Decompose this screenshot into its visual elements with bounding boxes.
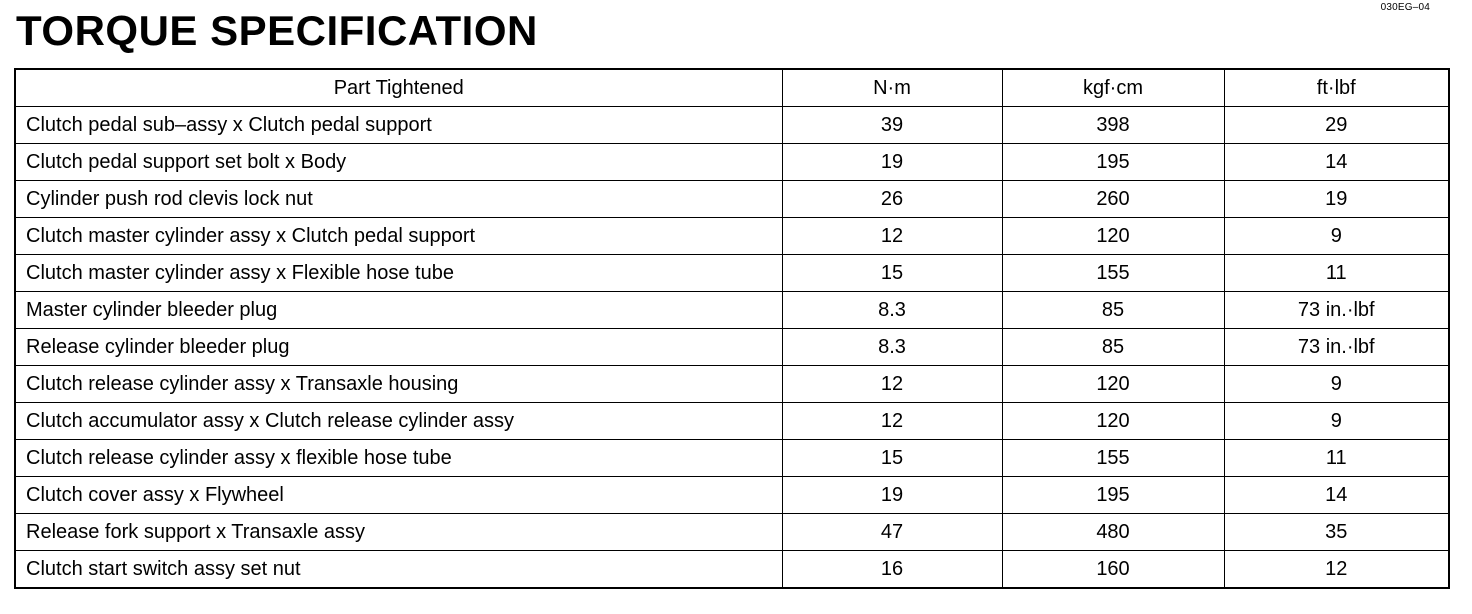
- table-row: [15, 107, 1449, 144]
- header-ftlbf: ft·lbf: [1224, 69, 1449, 107]
- cell-nm: 19: [782, 477, 1002, 514]
- cell-ftlbf: 73 in.·lbf: [1224, 292, 1449, 329]
- cell-nm: 12: [782, 366, 1002, 403]
- table-row: [15, 403, 1449, 440]
- cell-part: Release fork support x Transaxle assy: [15, 514, 782, 551]
- cell-nm: 8.3: [782, 292, 1002, 329]
- cell-kgfcm: 85: [1002, 292, 1224, 329]
- cell-kgfcm: 155: [1002, 255, 1224, 292]
- cell-nm: 47: [782, 514, 1002, 551]
- table-row: [15, 329, 1449, 366]
- cell-ftlbf: 11: [1224, 440, 1449, 477]
- cell-nm: 12: [782, 403, 1002, 440]
- cell-part: Cylinder push rod clevis lock nut: [15, 181, 782, 218]
- cell-part: Master cylinder bleeder plug: [15, 292, 782, 329]
- document-code: 030EG–04: [1380, 2, 1430, 13]
- cell-part: Release cylinder bleeder plug: [15, 329, 782, 366]
- cell-nm: 19: [782, 144, 1002, 181]
- cell-kgfcm: 120: [1002, 218, 1224, 255]
- cell-ftlbf: 19: [1224, 181, 1449, 218]
- cell-ftlbf: 9: [1224, 218, 1449, 255]
- cell-part: Clutch release cylinder assy x flexible hose tube: [15, 440, 782, 477]
- cell-ftlbf: 29: [1224, 107, 1449, 144]
- cell-ftlbf: 11: [1224, 255, 1449, 292]
- cell-part: Clutch start switch assy set nut: [15, 551, 782, 589]
- table-row: [15, 292, 1449, 329]
- cell-kgfcm: 85: [1002, 329, 1224, 366]
- cell-part: Clutch accumulator assy x Clutch release cylinder assy: [15, 403, 782, 440]
- cell-nm: 26: [782, 181, 1002, 218]
- table-row: [15, 144, 1449, 181]
- cell-ftlbf: 73 in.·lbf: [1224, 329, 1449, 366]
- table-row: [15, 514, 1449, 551]
- cell-ftlbf: 9: [1224, 403, 1449, 440]
- cell-nm: 16: [782, 551, 1002, 589]
- cell-kgfcm: 155: [1002, 440, 1224, 477]
- cell-kgfcm: 195: [1002, 144, 1224, 181]
- table-row: [15, 181, 1449, 218]
- cell-ftlbf: 12: [1224, 551, 1449, 589]
- table-header-row: [15, 69, 1449, 107]
- cell-part: Clutch release cylinder assy x Transaxle housing: [15, 366, 782, 403]
- cell-ftlbf: 9: [1224, 366, 1449, 403]
- table-row: [15, 440, 1449, 477]
- cell-nm: 39: [782, 107, 1002, 144]
- cell-nm: 15: [782, 440, 1002, 477]
- cell-kgfcm: 260: [1002, 181, 1224, 218]
- cell-nm: 15: [782, 255, 1002, 292]
- header-part-tightened: Part Tightened: [15, 69, 782, 107]
- cell-kgfcm: 480: [1002, 514, 1224, 551]
- cell-part: Clutch pedal support set bolt x Body: [15, 144, 782, 181]
- cell-ftlbf: 14: [1224, 477, 1449, 514]
- cell-kgfcm: 120: [1002, 366, 1224, 403]
- cell-nm: 8.3: [782, 329, 1002, 366]
- page-title: TORQUE SPECIFICATION: [16, 7, 538, 54]
- table-row: [15, 551, 1449, 589]
- torque-specification-table: [14, 68, 1450, 589]
- cell-kgfcm: 120: [1002, 403, 1224, 440]
- table-row: [15, 255, 1449, 292]
- cell-part: Clutch master cylinder assy x Clutch pedal support: [15, 218, 782, 255]
- cell-part: Clutch cover assy x Flywheel: [15, 477, 782, 514]
- cell-kgfcm: 195: [1002, 477, 1224, 514]
- cell-ftlbf: 14: [1224, 144, 1449, 181]
- table-row: [15, 477, 1449, 514]
- cell-nm: 12: [782, 218, 1002, 255]
- header-nm: N·m: [782, 69, 1002, 107]
- cell-part: Clutch pedal sub–assy x Clutch pedal support: [15, 107, 782, 144]
- cell-ftlbf: 35: [1224, 514, 1449, 551]
- cell-kgfcm: 398: [1002, 107, 1224, 144]
- table-row: [15, 366, 1449, 403]
- table-row: [15, 218, 1449, 255]
- cell-kgfcm: 160: [1002, 551, 1224, 589]
- header-kgfcm: kgf·cm: [1002, 69, 1224, 107]
- cell-part: Clutch master cylinder assy x Flexible hose tube: [15, 255, 782, 292]
